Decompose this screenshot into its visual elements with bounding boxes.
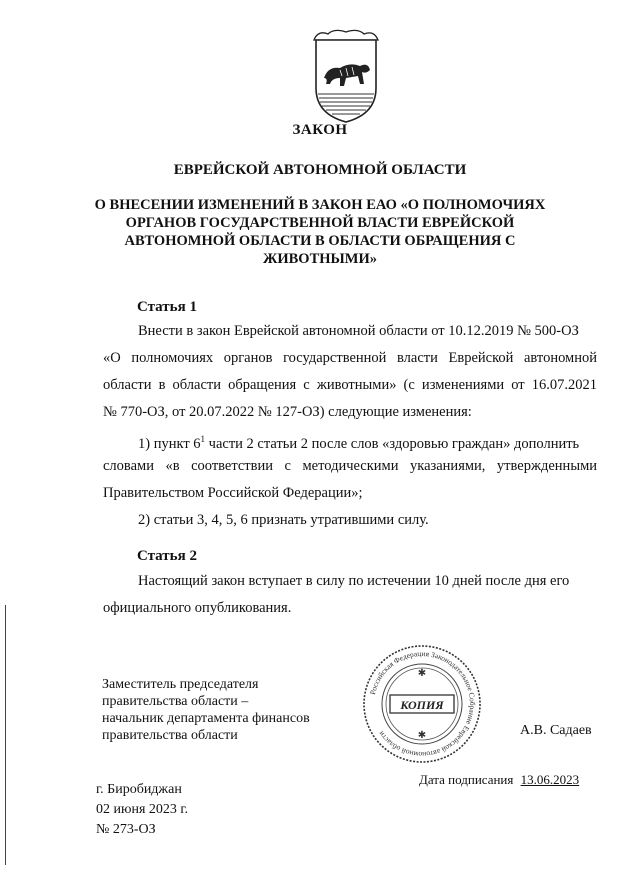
coat-of-arms-emblem: [310, 26, 382, 126]
article-1-item-1: [103, 426, 597, 453]
item-1-rest: части 2 статьи 2 после слов «здоровью граждан» дополнить: [205, 435, 580, 452]
law-title: ЗАКОН: [292, 122, 348, 138]
law-number: № 273-ОЗ: [96, 822, 156, 837]
tiger-emblem-icon: [310, 26, 382, 126]
subject-line: ЖИВОТНЫМИ»: [263, 251, 377, 267]
adoption-date: 02 июня 2023 г.: [96, 802, 189, 817]
stamp-ring-text: Российская Федерация Законодательное Собрание Еврейской автономной области: [367, 648, 478, 760]
signatory-position: [102, 676, 310, 744]
position-line: Заместитель председателя: [102, 677, 259, 692]
subject-line: ОРГАНОВ ГОСУДАРСТВЕННОЙ ВЛАСТИ ЕВРЕЙСКОЙ: [125, 215, 515, 231]
article-1-line: области в области обращения с животными» (с изменениями от 16.07.2021: [103, 377, 597, 393]
city: г. Биробиджан: [96, 782, 182, 797]
position-line: правительства области –: [102, 694, 249, 709]
article-2-line: Настоящий закон вступает в силу по истечении 10 дней после дня его: [138, 573, 570, 589]
position-line: правительства области: [102, 728, 238, 743]
subject-line: АВТОНОМНОЙ ОБЛАСТИ В ОБЛАСТИ ОБРАЩЕНИЯ С: [124, 233, 516, 249]
svg-text:✱: ✱: [417, 730, 427, 741]
article-1-item-1-line-2: словами «в соответствии с методическими указаниями, утвержденными: [103, 458, 597, 474]
signing-date-label: Дата подписания: [419, 772, 514, 787]
stamp-copy-label: КОПИЯ: [400, 698, 444, 712]
position-line: начальник департамента финансов: [102, 711, 310, 726]
signatory-name: А.В. Садаев: [520, 723, 592, 738]
official-stamp: [360, 642, 484, 766]
article-2-heading: Статья 2: [137, 548, 197, 564]
signing-date-value: 13.06.2023: [520, 772, 580, 787]
article-1-item-2: 2) статьи 3, 4, 5, 6 признать утратившими силу.: [138, 512, 429, 528]
signing-date: [419, 772, 579, 788]
article-1-line: № 770-ОЗ, от 20.07.2022 № 127-ОЗ) следующие изменения:: [103, 404, 472, 420]
article-2-body: [103, 568, 597, 622]
law-subject: [0, 196, 640, 268]
region-title: ЕВРЕЙСКОЙ АВТОНОМНОЙ ОБЛАСТИ: [173, 162, 467, 178]
item-1-superscript: 1: [200, 434, 206, 444]
article-1-line: «О полномочиях органов государственной власти Еврейской автономной: [103, 350, 597, 366]
article-1-body: [103, 318, 597, 534]
article-1-item-1-line-3: Правительством Российской Федерации»;: [103, 485, 363, 501]
item-1-prefix: 1) пункт 6: [138, 435, 201, 452]
article-2-line: официального опубликования.: [103, 600, 292, 616]
law-details: [96, 780, 188, 840]
article-1-line: Внести в закон Еврейской автономной области от 10.12.2019 № 500-ОЗ: [138, 323, 579, 339]
article-1-heading: Статья 1: [137, 299, 197, 315]
margin-line: [5, 605, 6, 865]
subject-line: О ВНЕСЕНИИ ИЗМЕНЕНИЙ В ЗАКОН ЕАО «О ПОЛНОМОЧИЯХ: [94, 197, 546, 213]
svg-text:✱: ✱: [417, 668, 427, 679]
